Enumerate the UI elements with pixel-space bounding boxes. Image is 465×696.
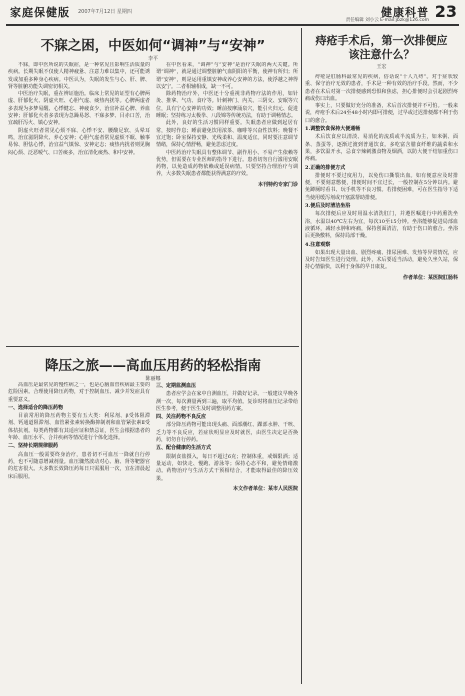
- section-right-title: 健康科普: [381, 6, 429, 19]
- article-insomnia: [8, 30, 298, 344]
- issue-date: 2007年7月12日 星期四: [78, 9, 132, 15]
- article-subheading: 4.注意观察: [305, 241, 331, 248]
- article-insomnia-author: 李平: [147, 56, 158, 62]
- article-paragraph: 中医药治疗失眠具有整体调节、副作用小、不易产生依赖等优势，但需要在专业医师的指导下进行。患者切勿自行滥用安眠药物，以免造成药物依赖或延误病情。只要坚持合理治疗与调养，大多数失眠患者都能获得满意的疗效。: [156, 149, 298, 178]
- article-paragraph: 阴虚火旺者常见心烦不寐、心悸不安、腰酸足软、头晕耳鸣，治宜滋阴降火、养心安神；心胆气虚者常见虚烦不眠、触事易惊、胆怯心悸，治宜益气镇惊、安神定志；痰热内扰者则见胸闷心烦、泛恶嗳气、口苦痰多，治宜清化痰热、和中安神。: [8, 127, 150, 156]
- article-hemorrhoid-author: 王宏: [376, 64, 387, 70]
- article-subheading: 一、选择适合的降压药物: [8, 404, 64, 411]
- article-paragraph: 在中医看来，“调神”与“安神”是治疗失眠的两大关键。所谓“调神”，就是通过调整脏腑气血阴阳的平衡，使神有所归；所谓“安神”，则是运用重镇安神或养心安神的方法，使浮越之神得以安宁。二者相辅相成，缺一不可。: [156, 62, 298, 90]
- article-paragraph: 高血压一般需要终身治疗，患者切不可血压一降就自行停药，也不可随意增减剂量。血压骤然波动对心、脑、肾等靶器官的危害很大。大多数长效降压药每日只需服用一次，宜在清晨起床后服用。: [8, 451, 150, 480]
- article-paragraph: 事实上，只要做好充分的准备，术后首次排便并不可怕。一般来说，痔疮手术后24至48小时内即可排便，过早或过迟排便都不利于伤口的愈合。: [305, 103, 458, 124]
- article-paragraph: 术后饮食应以清淡、易消化的流质或半流质为主，如米粥、面条、蒸蛋等，逐渐过渡到普通饮食。多吃富含膳食纤维的蔬菜和水果，多饮温开水，忌食辛辣刺激食物及烟酒，以防大便干结加重伤口疼痛。: [305, 134, 458, 163]
- article-credit: 作者单位：某医院肛肠科: [402, 274, 458, 281]
- page-number: 23: [434, 2, 457, 21]
- section-divider: [6, 346, 299, 347]
- article-credit: 本刊特约专家门诊: [257, 181, 298, 188]
- article-column: [156, 62, 298, 344]
- article-paragraph: 目前常用的降压药物主要有五大类：利尿剂、β受体阻滞剂、钙通道阻滞剂、血管紧张素转换酶抑制剂和血管紧张素Ⅱ受体拮抗剂。每类药物都有其适应证和禁忌证，医生会根据患者的年龄、血压水平、合并疾病等情况进行个体化选择。: [8, 413, 150, 442]
- article-subheading: 1.调整饮食保持大便通畅: [305, 126, 361, 133]
- section-left-title: 家庭保健版: [10, 6, 70, 19]
- article-paragraph: 限制食盐摄入，每日不超过6克；控制体重，戒烟限酒；适量运动，如快走、慢跑、游泳等；保持心态平和，避免情绪激动。药物治疗与生活方式干预相结合，才能取得最佳的降压效果。: [156, 453, 298, 482]
- article-hemorrhoid-title: 痔疮手术后，第一次排便应该注意什么？: [315, 34, 448, 61]
- article-subheading: 2.正确的排便方式: [305, 164, 346, 171]
- article-paragraph: 痔疮是肛肠科最常见的疾病，俗话说“十人九痔”。对于症状较重、保守治疗无效的患者，手术是一种有效的治疗手段。然而，不少患者在术后对第一次排便感到恐惧和焦虑，担心排便时会引起剧烈疼痛或伤口出血。: [305, 74, 458, 102]
- article-hypertension-body: [8, 382, 298, 686]
- article-insomnia-title: 不寐之困，中医如何“调神”与“安神”: [40, 38, 266, 54]
- article-paragraph: 如果出现大量出血、剧烈疼痛、排尿困难、发热等异常情况，应及时告知医生进行处理。此外，术后要适当活动，避免久坐久站，保持心情愉快，以利于身体的早日康复。: [305, 249, 458, 271]
- article-hypertension: [8, 350, 298, 686]
- article-subheading: 二、坚持长期规律服药: [8, 443, 59, 450]
- article-subheading: 三、定期监测血压: [156, 383, 197, 389]
- article-subheading: 五、配合健康的生活方式: [156, 445, 212, 452]
- article-hypertension-author: 陈丽娜: [145, 376, 161, 382]
- article-hypertension-title: 降压之旅——高血压用药的轻松指南: [45, 358, 261, 374]
- article-paragraph: 排便时不要过度用力，以免伤口撕裂出血。如有便意应及时排便，不要刻意憋便，排便时间不宜过长，一般控制在5分钟以内。避免蹲厕时看书、玩手机等不良习惯。若排便困难，可在医生指导下适当使用缓泻剂或开塞露帮助排便。: [305, 172, 458, 201]
- article-paragraph: 患者应学会在家中自测血压，并做好记录。一般建议早晚各测一次，每次测量两到三遍，取平均值。复诊时将血压记录带给医生参考，便于医生及时调整用药方案。: [156, 391, 298, 412]
- column-divider: [301, 28, 302, 684]
- article-paragraph: 不寐，即中医所说的失眠症，是一种常见且影响生活质量的疾病。长期失眠不仅使人精神疲惫、注意力难以集中，还可能诱发或加重多种身心疾病。中医认为，失眠的发生与心、肝、脾、肾等脏腑功能失调密切相关。: [8, 62, 150, 90]
- article-column: [8, 382, 150, 686]
- article-column: [156, 382, 298, 686]
- article-paragraph: 部分降压药物可能出现头痛、面部潮红、踝部水肿、干咳、乏力等不良反应，若症状明显应及时就医，由医生决定是否换药，切勿自行停药。: [156, 422, 298, 444]
- page-header: [6, 2, 459, 26]
- article-column: [8, 62, 150, 344]
- article-hemorrhoid: [305, 30, 458, 686]
- article-paragraph: 高血压是最常见的慢性病之一，也是心脑血管疾病最主要的危险因素。合理使用降压药物，对于控制血压、减少并发症具有重要意义。: [8, 382, 150, 403]
- editor-line: 责任编辑 刘小云 E-mail:jbzk@126.com: [345, 18, 429, 23]
- article-subheading: 四、关注药物不良反应: [156, 414, 207, 421]
- article-insomnia-body: [8, 62, 298, 344]
- article-paragraph: 除药物治疗外，中医还十分重视非药物疗法的作用，如针灸、推拿、气功、食疗等。针刺神门、内关、三阴交、安眠等穴位，具有宁心安神的功效；睡前按摩涌泉穴，能引火归元、促进睡眠；坚持练习太极拳、八段锦等传统功法，有助于调畅情志。: [156, 91, 298, 120]
- article-paragraph: 中医治疗失眠，重在辨证施治。临床上常见的证型有心脾两虚、肝郁化火、阴虚火旺、心胆气虚、痰热内扰等。心脾两虚者多表现为多梦易醒、心悸健忘、神疲食少，治宜补益心脾、养血安神；肝郁化火者多表现为急躁易怒、不寐多梦、目赤口苦，治宜疏肝泻火、镇心安神。: [8, 91, 150, 127]
- article-credit: 本文作者单位：某市人民医院: [232, 485, 298, 492]
- article-paragraph: 每次排便后应及时用温水清洗肛门，并遵医嘱进行中药熏洗坐浴，水温以40℃左右为宜，每次10至15分钟。坐浴能够促进局部血液循环，减轻水肿和疼痛，保持创面清洁，有助于伤口的愈合。坐浴后更换敷料，保持局部干燥。: [305, 211, 458, 240]
- article-paragraph: 此外，良好的生活习惯同样重要。失眠患者应做到起居有常，按时作息；睡前避免饮用浓茶、咖啡等兴奋性饮料；晚餐不宜过饱；卧室保持安静、光线柔和、温度适宜。同时要注意调节情绪，保持心情舒畅，避免思虑过度。: [156, 120, 298, 149]
- article-hemorrhoid-body: [305, 74, 458, 686]
- article-subheading: 3.便后及时清洁坐浴: [305, 203, 351, 210]
